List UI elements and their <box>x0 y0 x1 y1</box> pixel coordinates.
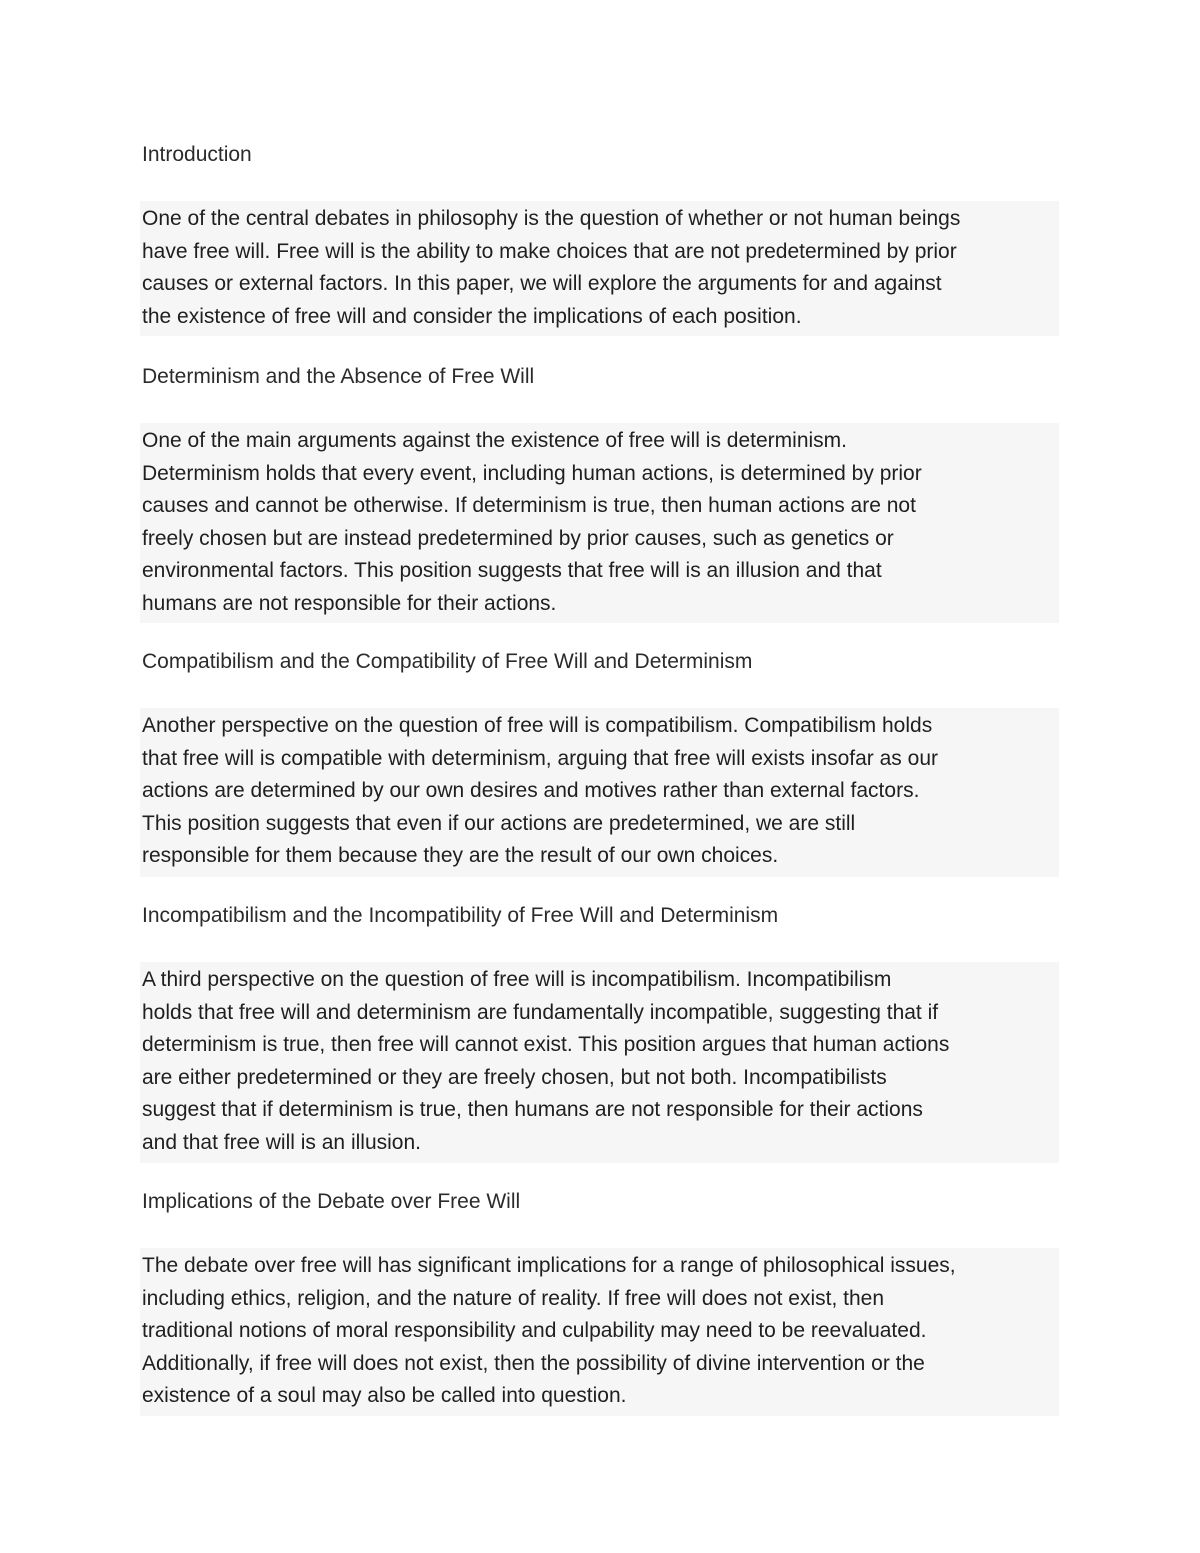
paragraph-line: Determinism holds that every event, including human actions, is determined by prior <box>142 461 922 485</box>
paragraph-line: are either predetermined or they are freely chosen, but not both. Incompatibilists <box>142 1065 887 1089</box>
paragraph-line: causes and cannot be otherwise. If determinism is true, then human actions are not <box>142 494 916 517</box>
paragraph-determinism <box>140 423 1059 623</box>
paragraph-compatibilism <box>140 708 1059 877</box>
paragraph-line: the existence of free will and consider the implications of each position. <box>142 304 802 328</box>
paragraph-line: actions are determined by our own desires and motives rather than external factors. <box>142 779 920 802</box>
paragraph-line: One of the central debates in philosophy is the question of whether or not human beings <box>142 207 961 230</box>
paragraph-line: One of the main arguments against the existence of free will is determinism. <box>142 429 847 452</box>
paragraph-line: The debate over free will has significant implications for a range of philosophical issues, <box>142 1254 956 1277</box>
paragraph-introduction <box>140 201 1059 336</box>
paragraph-line: This position suggests that even if our actions are predetermined, we are still <box>142 811 856 835</box>
paragraph-line: Additionally, if free will does not exist, then the possibility of divine intervention or the <box>142 1351 925 1375</box>
paragraph-line: determinism is true, then free will cannot exist. This position argues that human actions <box>142 1033 950 1056</box>
paragraph-line: causes or external factors. In this paper, we will explore the arguments for and against <box>142 272 942 295</box>
paragraph-incompatibilism <box>140 962 1059 1163</box>
paragraph-line: Another perspective on the question of free will is compatibilism. Compatibilism holds <box>142 714 933 737</box>
paragraph-line: holds that free will and determinism are fundamentally incompatible, suggesting that if <box>142 1000 939 1024</box>
paragraph-implications <box>140 1248 1059 1416</box>
section-heading-introduction: Introduction <box>142 143 252 166</box>
paragraph-line: freely chosen but are instead predetermined by prior causes, such as genetics or <box>142 526 894 550</box>
paragraph-line: and that free will is an illusion. <box>142 1130 421 1154</box>
paragraph-line: responsible for them because they are the result of our own choices. <box>142 844 779 867</box>
paragraph-line: traditional notions of moral responsibility and culpability may need to be reevaluated. <box>142 1319 927 1342</box>
section-heading-incompatibilism: Incompatibilism and the Incompatibility of Free Will and Determinism <box>142 904 779 927</box>
section-heading-determinism: Determinism and the Absence of Free Will <box>142 365 535 388</box>
paragraph-line: A third perspective on the question of free will is incompatibilism. Incompatibilism <box>142 968 892 991</box>
section-heading-compatibilism: Compatibilism and the Compatibility of Free Will and Determinism <box>142 650 753 673</box>
paragraph-line: environmental factors. This position suggests that free will is an illusion and that <box>142 559 882 582</box>
paragraph-line: have free will. Free will is the ability to make choices that are not predetermined by prior <box>142 239 957 263</box>
paragraph-line: humans are not responsible for their actions. <box>142 591 557 615</box>
paragraph-line: that free will is compatible with determinism, arguing that free will exists insofar as our <box>142 746 938 770</box>
section-heading-implications: Implications of the Debate over Free Will <box>142 1190 521 1213</box>
paragraph-line: including ethics, religion, and the nature of reality. If free will does not exist, then <box>142 1286 885 1310</box>
paragraph-line: suggest that if determinism is true, then humans are not responsible for their actions <box>142 1098 923 1121</box>
paragraph-line: existence of a soul may also be called into question. <box>142 1384 627 1407</box>
